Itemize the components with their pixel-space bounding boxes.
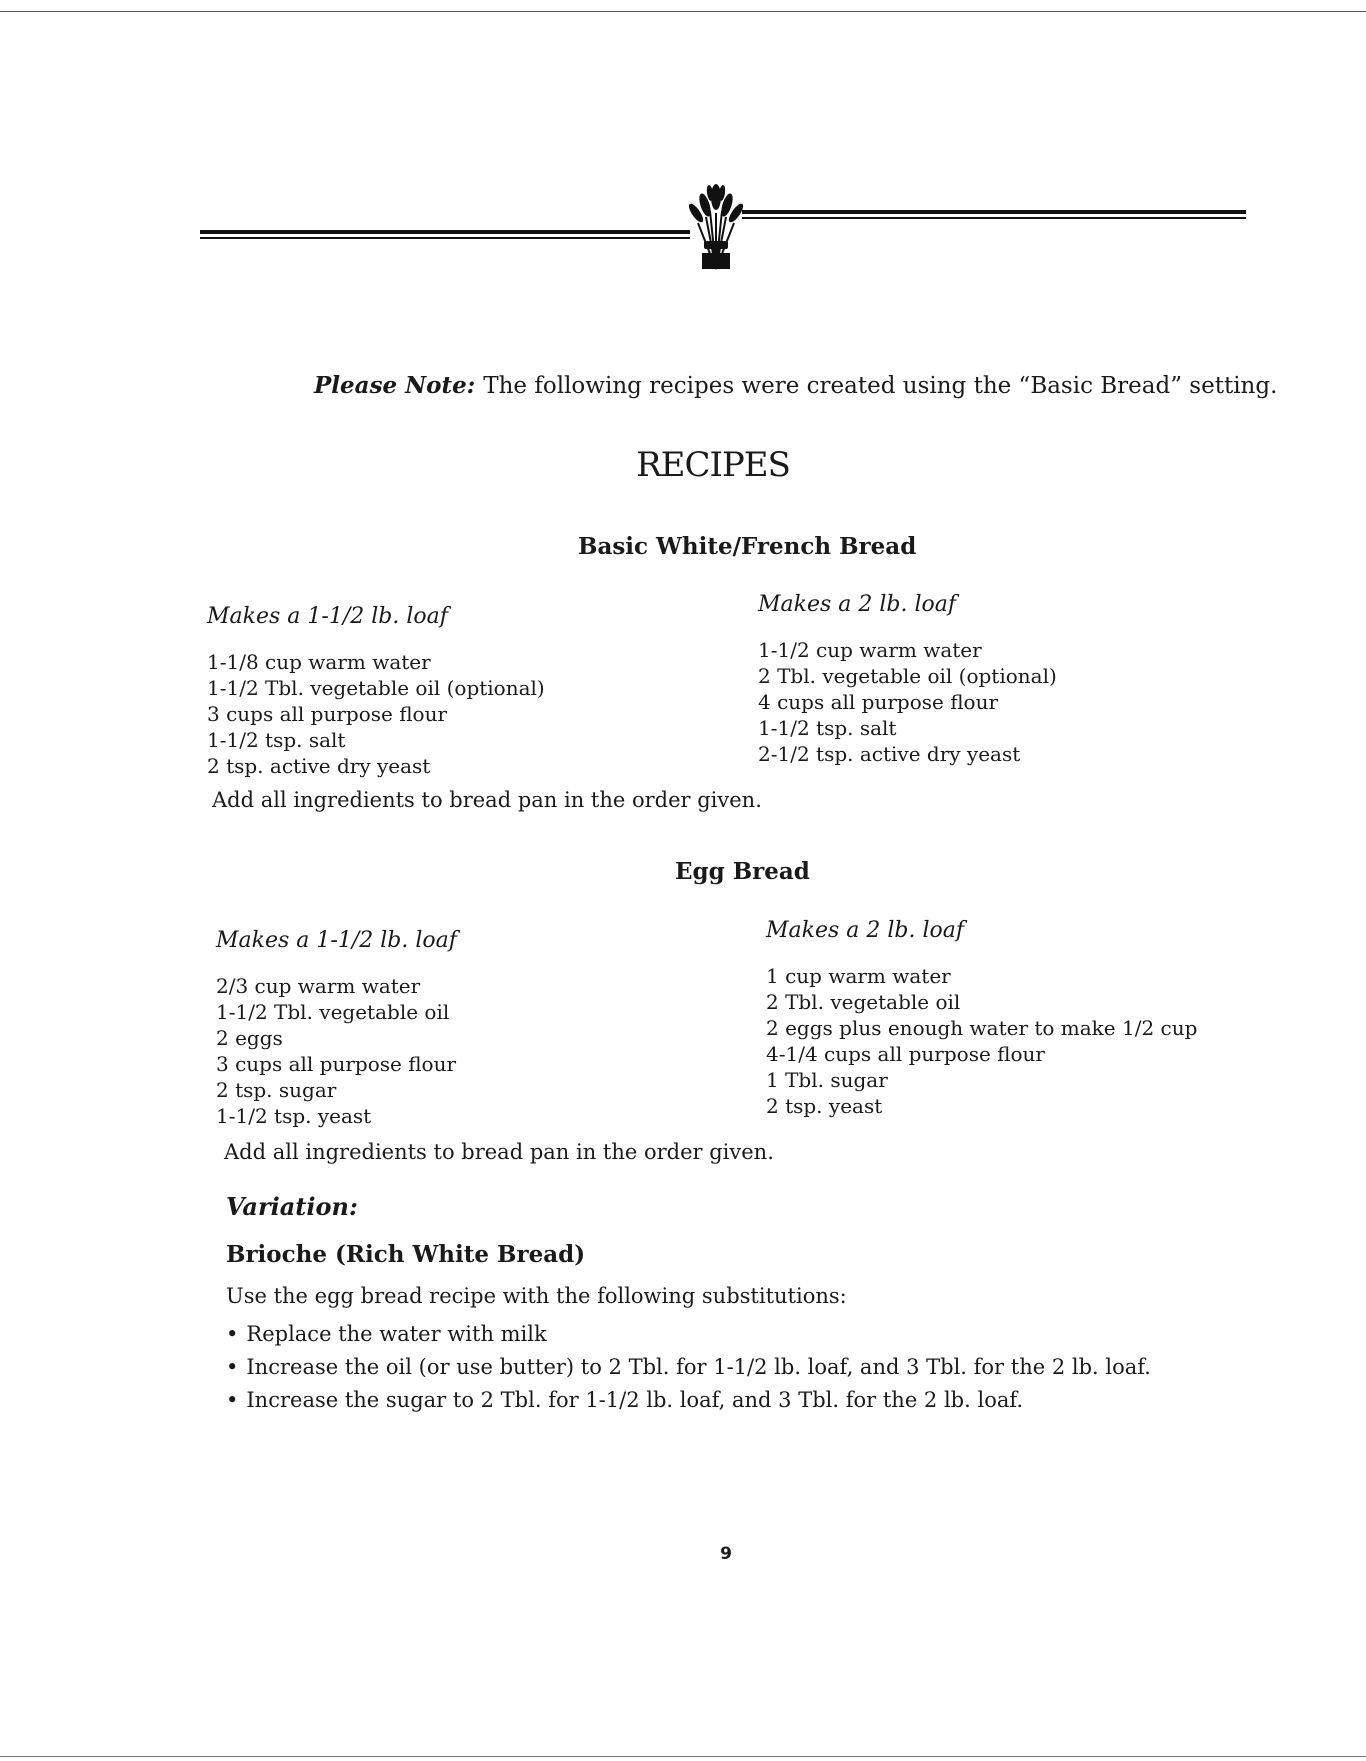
ingredient-list [207,649,545,779]
recipe-title-basic-white: Basic White/French Bread [578,533,917,560]
recipe-basic-right-column [758,592,1057,767]
ingredient-item: 2 Tbl. vegetable oil [766,990,961,1014]
please-note-text: The following recipes were created using the “Basic Bread” setting. [483,373,1278,399]
ingredient-item: 1-1/2 tsp. salt [207,728,346,752]
yield-label: Makes a 2 lb. loaf [766,918,965,943]
ingredient-item: 1-1/2 Tbl. vegetable oil (optional) [207,676,545,700]
ingredient-item: 2/3 cup warm water [216,974,421,998]
ingredient-list [766,963,1197,1119]
ingredient-item: 1 Tbl. sugar [766,1068,888,1092]
ingredient-item: 1-1/2 tsp. salt [758,716,897,740]
variation-bullet: • Increase the oil (or use butter) to 2 Tbl. for 1-1/2 lb. loaf, and 3 Tbl. for the 2 lb. loaf. [226,1351,1151,1384]
scan-edge-bottom [0,1756,1366,1757]
variation-bullet: • Increase the sugar to 2 Tbl. for 1-1/2 lb. loaf, and 3 Tbl. for the 2 lb. loaf. [226,1384,1151,1417]
ingredient-item: 1-1/2 cup warm water [758,638,982,662]
ingredient-item: 2 Tbl. vegetable oil (optional) [758,664,1057,688]
recipe-direction: Add all ingredients to bread pan in the order given. [224,1140,774,1164]
variation-title: Brioche (Rich White Bread) [226,1241,586,1268]
scan-edge-top [0,11,1366,12]
yield-label: Makes a 1-1/2 lb. loaf [216,928,457,953]
variation-label: Variation: [226,1192,358,1221]
page-number: 9 [720,1544,732,1564]
ingredient-item: 1-1/2 Tbl. vegetable oil [216,1000,450,1024]
ingredient-item: 2 tsp. active dry yeast [207,754,431,778]
recipe-basic-left-column [207,604,545,779]
yield-label: Makes a 1-1/2 lb. loaf [207,604,448,629]
recipe-direction: Add all ingredients to bread pan in the order given. [212,788,762,812]
ingredient-item: 3 cups all purpose flour [216,1052,457,1076]
variation-intro: Use the egg bread recipe with the following substitutions: [226,1284,847,1308]
header-rule-right-thin [742,217,1246,219]
ingredient-item: 1-1/8 cup warm water [207,650,431,674]
ingredient-item: 2 tsp. yeast [766,1094,883,1118]
please-note [314,372,1277,399]
ingredient-list [216,973,457,1129]
ingredient-item: 3 cups all purpose flour [207,702,448,726]
yield-label: Makes a 2 lb. loaf [758,592,957,617]
recipe-egg-left-column [216,928,457,1129]
variation-bullet-list [226,1318,1151,1417]
ingredient-item: 1-1/2 tsp. yeast [216,1104,372,1128]
header-rule-left-thick [200,230,690,234]
ingredient-list [758,637,1057,767]
ingredient-item: 2-1/2 tsp. active dry yeast [758,742,1021,766]
header-rule-left-thin [200,237,690,239]
ingredient-item: 2 eggs plus enough water to make 1/2 cup [766,1016,1198,1040]
header-rule-right-thick [742,210,1246,214]
ingredient-item: 1 cup warm water [766,964,951,988]
page-title: RECIPES [636,445,790,485]
ingredient-item: 2 eggs [216,1026,283,1050]
recipe-title-egg-bread: Egg Bread [675,858,810,885]
ingredient-item: 4-1/4 cups all purpose flour [766,1042,1045,1066]
ingredient-item: 2 tsp. sugar [216,1078,337,1102]
please-note-label: Please Note: [314,372,476,399]
variation-bullet: • Replace the water with milk [226,1318,1151,1351]
recipe-egg-right-column [766,918,1197,1119]
wheat-sheaf-icon [688,183,744,271]
ingredient-item: 4 cups all purpose flour [758,690,999,714]
